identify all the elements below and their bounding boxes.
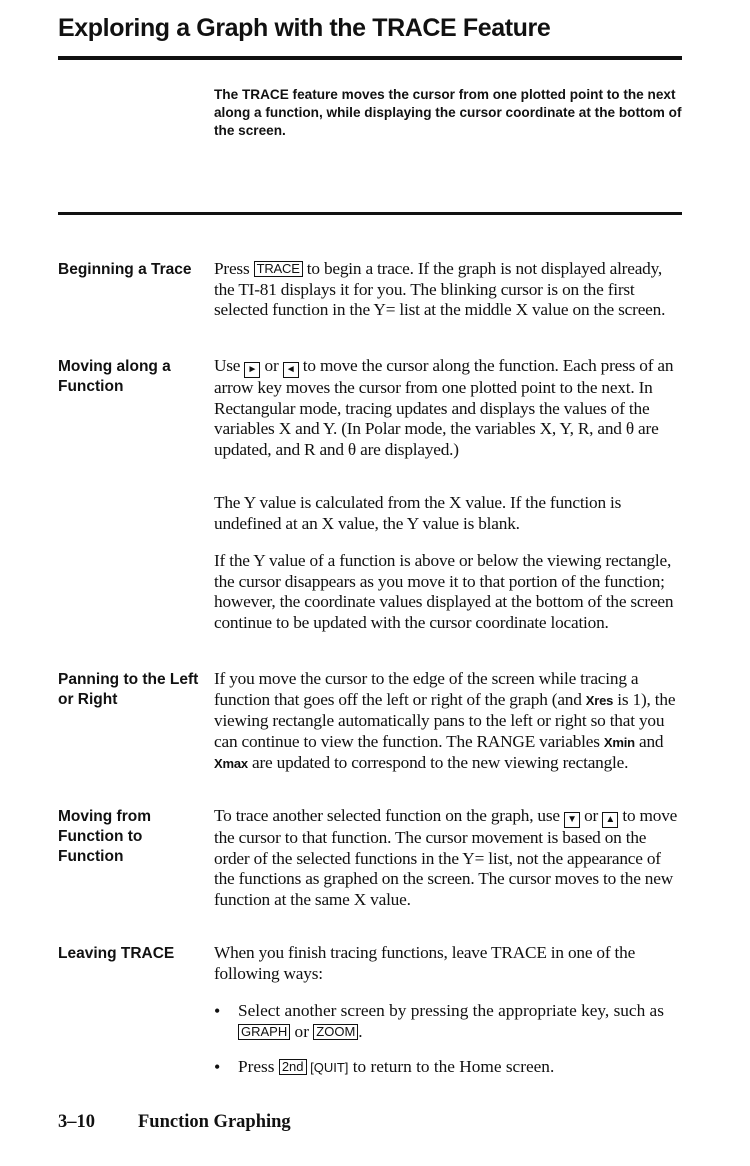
var-xmax: Xmax: [214, 756, 248, 771]
quit-label: [QUIT]: [306, 1060, 349, 1075]
bullet-icon: •: [214, 1057, 221, 1077]
up-arrow-key-icon: ▲: [602, 812, 618, 828]
zoom-key: ZOOM: [313, 1024, 358, 1040]
graph-key: GRAPH: [238, 1024, 290, 1040]
section-heading-function-to-function: Moving from Function to Function: [58, 808, 151, 865]
paragraph-function-to-function: To trace another selected function on the graph, use ▼ or ▲ to move the cursor to that function. The cursor movement is based on the order of the selected functions in the Y= list, not the appearance of the functions as graphed on the screen. The cursor moves to the new function at the same X value.: [214, 806, 678, 909]
var-xres: Xres: [585, 692, 614, 708]
paragraph-leaving: When you finish tracing functions, leave TRACE in one of the following ways:: [214, 943, 636, 983]
left-arrow-key-icon: ◄: [283, 362, 299, 378]
down-arrow-key-icon: ▼: [564, 812, 580, 828]
page-footer: [58, 1112, 291, 1133]
right-arrow-key-icon: ►: [244, 362, 260, 378]
page-title: Exploring a Graph with the TRACE Feature: [58, 14, 551, 42]
section-heading-moving: Moving along a Function: [58, 358, 171, 395]
paragraph-panning: If you move the cursor to the edge of the screen while tracing a function that goes off the left or right of the graph (and Xres is 1), the viewing rectangle automatically pans to the left or right so that you can continue to view the function. The RANGE variables Xmin and Xmax are updated to correspond to the new viewing rectangle.: [214, 669, 676, 772]
paragraph-moving-2: The Y value is calculated from the X value. If the function is undefined at an X value, the Y value is blank.: [214, 493, 622, 533]
intro-text: The TRACE feature moves the cursor from one plotted point to the next along a function, while displaying the cursor coordinate at the bottom of the screen.: [214, 87, 682, 138]
paragraph-moving-3: If the Y value of a function is above or below the viewing rectangle, the cursor disappears as you move it to that portion of the function; however, the coordinate values displayed at the bottom of the screen continue to be updated with the cursor coordinate location.: [214, 551, 674, 632]
second-key: 2nd: [279, 1059, 307, 1075]
trace-key: TRACE: [254, 261, 303, 277]
title-divider: [58, 56, 682, 60]
var-xmin: Xmin: [603, 734, 635, 750]
paragraph-moving-1: Use ► or ◄ to move the cursor along the function. Each press of an arrow key moves the cursor from one plotted point to the next. In Rectangular mode, tracing updates and displays the values of the variables X and Y. (In Polar mode, the variables X, Y, R, and θ are updated, and R and θ are displayed.): [214, 356, 674, 459]
bullet-icon: •: [214, 1001, 221, 1021]
section-divider: [58, 212, 682, 215]
paragraph-beginning: Press TRACE to begin a trace. If the graph is not displayed already, the TI-81 displays it for you. The blinking cursor is on the first selected function in the Y= list at the middle X value on the screen.: [214, 259, 666, 319]
section-heading-panning: Panning to the Left or Right: [58, 671, 199, 708]
page-number: 3–10: [58, 1112, 95, 1132]
section-heading-beginning: Beginning a Trace: [58, 261, 192, 278]
section-heading-leaving: Leaving TRACE: [58, 945, 175, 962]
list-item: • Select another screen by pressing the appropriate key, such as GRAPH or ZOOM .: [214, 1001, 664, 1041]
list-item: • Press 2nd [QUIT] to return to the Home screen.: [214, 1057, 555, 1077]
chapter-title: Function Graphing: [138, 1112, 291, 1132]
